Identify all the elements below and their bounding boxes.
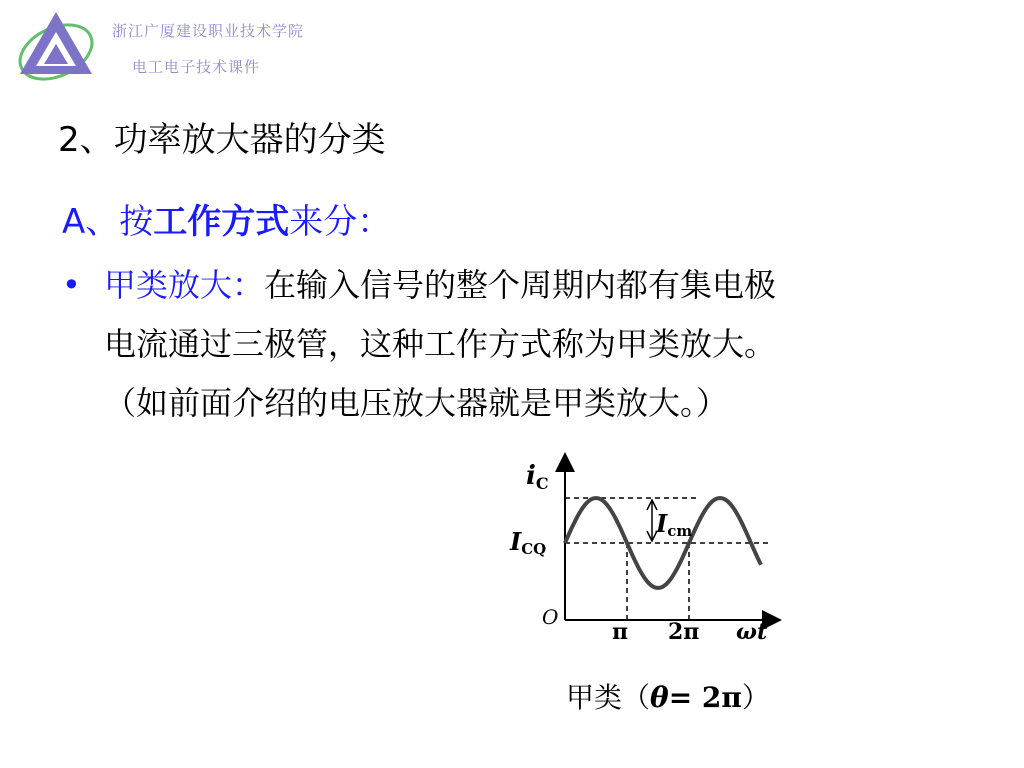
bullet-dot: • (62, 266, 81, 304)
origin-label: O (542, 605, 559, 629)
icq-label-sub: CQ (521, 540, 547, 558)
school-name: 浙江广厦建设职业技术学院 (112, 22, 305, 40)
slide-title: 2、功率放大器的分类 (58, 120, 386, 160)
icm-label-sub: cm (667, 522, 693, 540)
caption-equation: = 2π (668, 681, 742, 714)
caption-theta: θ (650, 681, 669, 714)
bullet-term: 甲类放大： (104, 266, 265, 304)
subtitle-prefix: A、按 (62, 202, 154, 242)
figure-caption (566, 676, 770, 716)
course-name: 电工电子技术课件 (132, 58, 261, 76)
bullet-line-3: （如前面介绍的电压放大器就是甲类放大。） (104, 384, 729, 422)
icm-label (655, 509, 692, 540)
bullet-line-1 (104, 256, 964, 315)
caption-prefix: 甲类（ (566, 681, 651, 714)
class-a-waveform-figure (500, 450, 800, 650)
caption-suffix: ） (741, 681, 770, 714)
y-axis-label-main: i (526, 461, 536, 491)
subtitle-keyword: 工作方式 (153, 202, 290, 242)
icq-label-main: I (510, 527, 522, 556)
subtitle-suffix: 来分： (289, 202, 392, 242)
bullet-line-2: 电流通过三极管，这种工作方式称为甲类放大。 (104, 325, 777, 363)
y-axis-label (526, 461, 549, 493)
icm-label-main: I (656, 509, 668, 538)
y-axis-label-sub: C (535, 474, 549, 493)
bullet-text-1: 在输入信号的整个周期内都有集电极 (264, 266, 777, 304)
tick-2pi-label: 2π (668, 619, 700, 645)
x-axis-label: ωt (736, 619, 768, 645)
tick-pi-label: π (612, 619, 629, 645)
school-logo (12, 8, 102, 84)
section-subtitle (62, 194, 391, 243)
icq-label (509, 527, 546, 558)
